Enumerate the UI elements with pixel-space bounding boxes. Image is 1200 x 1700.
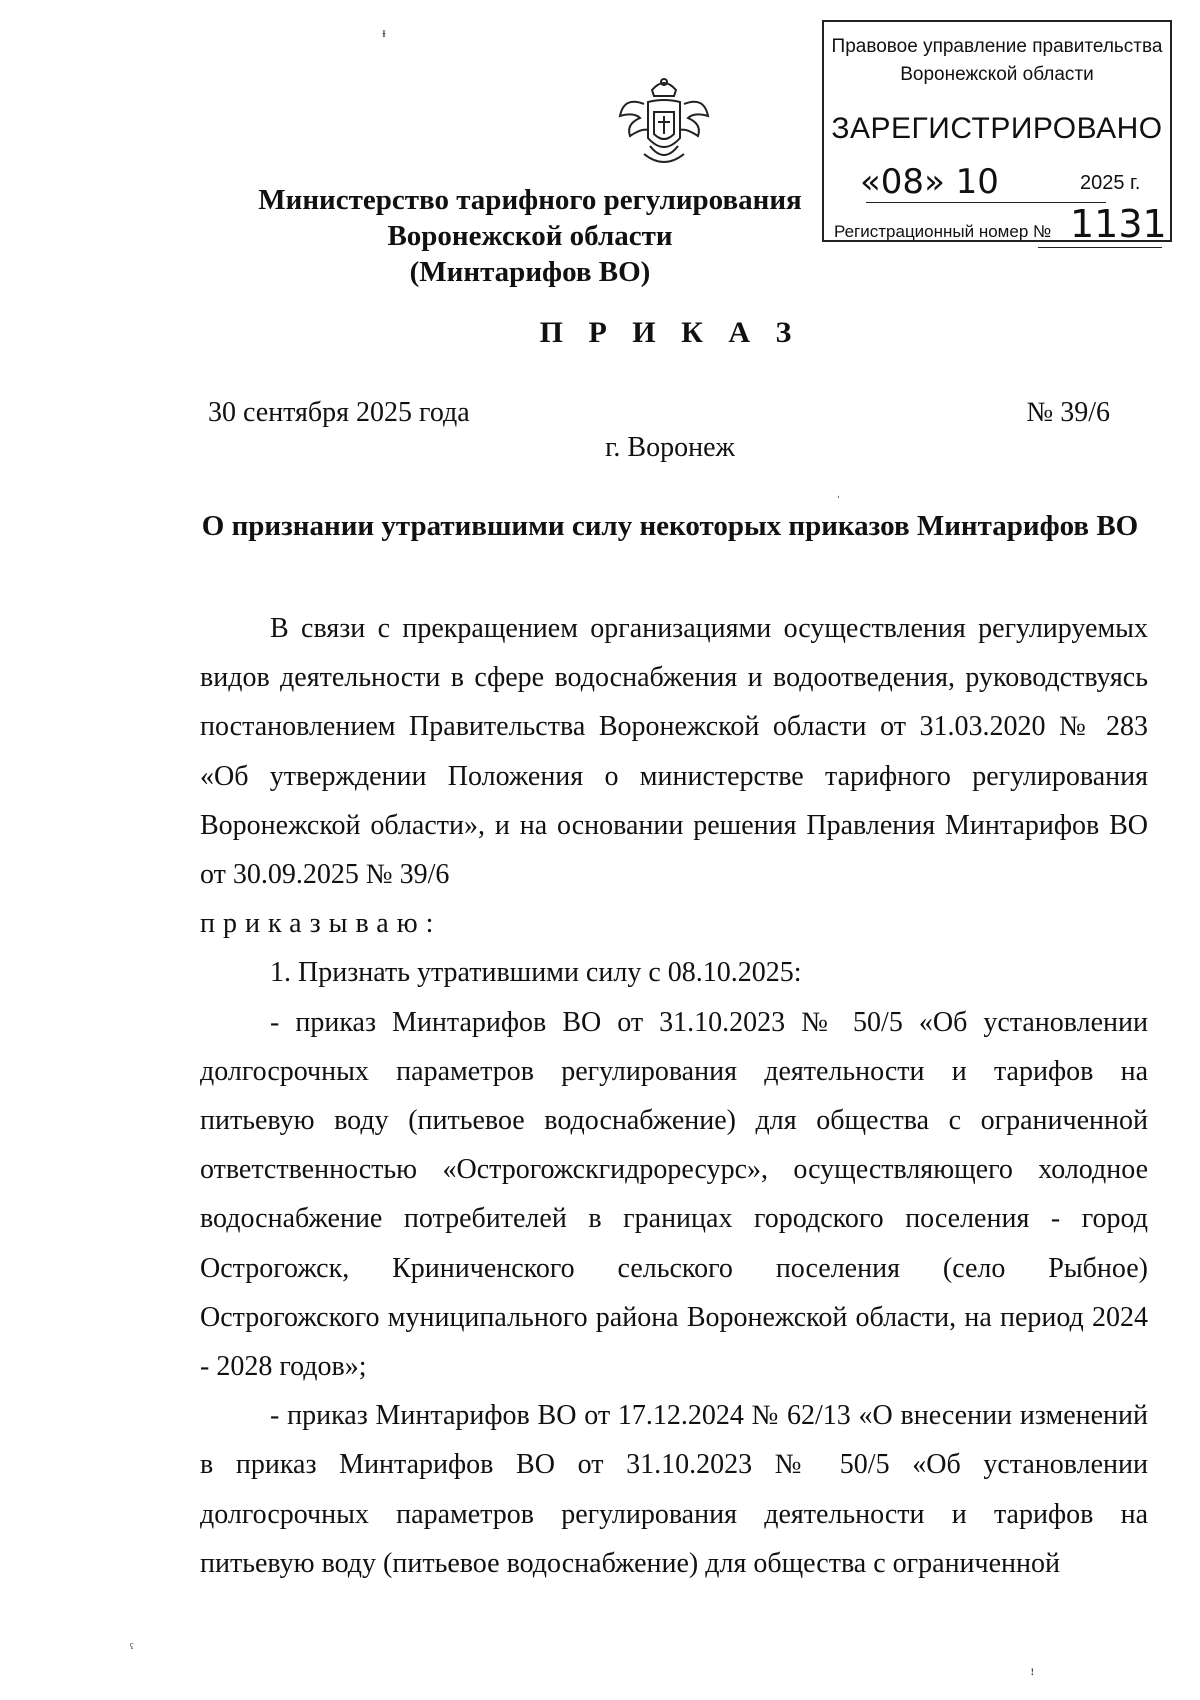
scan-speck: ᵻ — [382, 26, 386, 41]
scan-speck: ˤ — [130, 1642, 134, 1657]
scan-speck: ˌ — [836, 484, 841, 499]
item-1: 1. Признать утратившими силу с 08.10.2025: — [270, 957, 802, 989]
ministry-abbreviation: (Минтарифов ВО) — [409, 256, 651, 288]
stamp-status: ЗАРЕГИСТРИРОВАНО — [831, 112, 1163, 145]
document-type-heading: П Р И К А З — [539, 316, 801, 349]
stamp-reg-number: 1131 — [1070, 202, 1167, 246]
ministry-name-line2: Воронежской области — [387, 220, 673, 252]
document-number: № 39/6 — [1026, 397, 1110, 428]
preamble-paragraph: В связи с прекращением организациями осуществления регулируемых видов деятельности в сфере водоснабжения и водоотведения, руководствуясь постановлением Правительства Воронежской области от 31.03.2020 № 283 «Об утверждении Положения о министерстве тарифного регулирования Воронежской области», и на основании решения Правления Минтарифов ВО от 30.09.2025 № 39/6 — [200, 613, 1148, 891]
coat-of-arms-emblem — [614, 72, 714, 172]
stamp-number-underline — [1038, 247, 1162, 248]
revoked-order-1: - приказ Минтарифов ВО от 31.10.2023 № 50/5 «Об установлении долгосрочных параметров регулирования деятельности и тарифов на питьевую воду (питьевое водоснабжение) для общества с ограниченной ответственностью «Острогожскгидроресурс», осуществляющего холодное водоснабжение потребителей в границах городского поселения - город Острогожск, Криниченского сельского поселения (село Рыбное) Острогожского муниципального района Воронежской области, на период 2024 - 2028 годов»; — [200, 1006, 1148, 1383]
ministry-name-line1: Министерство тарифного регулирования — [258, 184, 802, 216]
document-title: О признании утратившими силу некоторых приказов Минтарифов ВО — [201, 510, 1139, 542]
revoked-order-2: - приказ Минтарифов ВО от 17.12.2024 № 62/13 «О внесении изменений в приказ Минтарифов ВО от 31.10.2023 № 50/5 «Об установлении долгосрочных параметров регулирования деятельности и тарифов на питьевую воду (питьевое водоснабжение) для общества с ограниченной — [200, 1400, 1148, 1579]
document-body — [200, 604, 1148, 1588]
stamp-year: 2025 г. — [1080, 172, 1141, 194]
stamp-authority-line2: Воронежской области — [900, 64, 1094, 85]
stamp-handwritten-date: «08» 10 — [860, 162, 999, 202]
stamp-authority-line1: Правовое управление правительства — [831, 36, 1163, 57]
order-word: приказываю: — [200, 908, 442, 940]
stamp-reg-label: Регистрационный номер № — [834, 222, 1052, 241]
scan-speck: ꜝ — [1030, 1670, 1035, 1685]
document-date: 30 сентября 2025 года — [208, 397, 470, 428]
registration-stamp — [822, 20, 1172, 246]
document-city: г. Воронеж — [605, 432, 735, 463]
